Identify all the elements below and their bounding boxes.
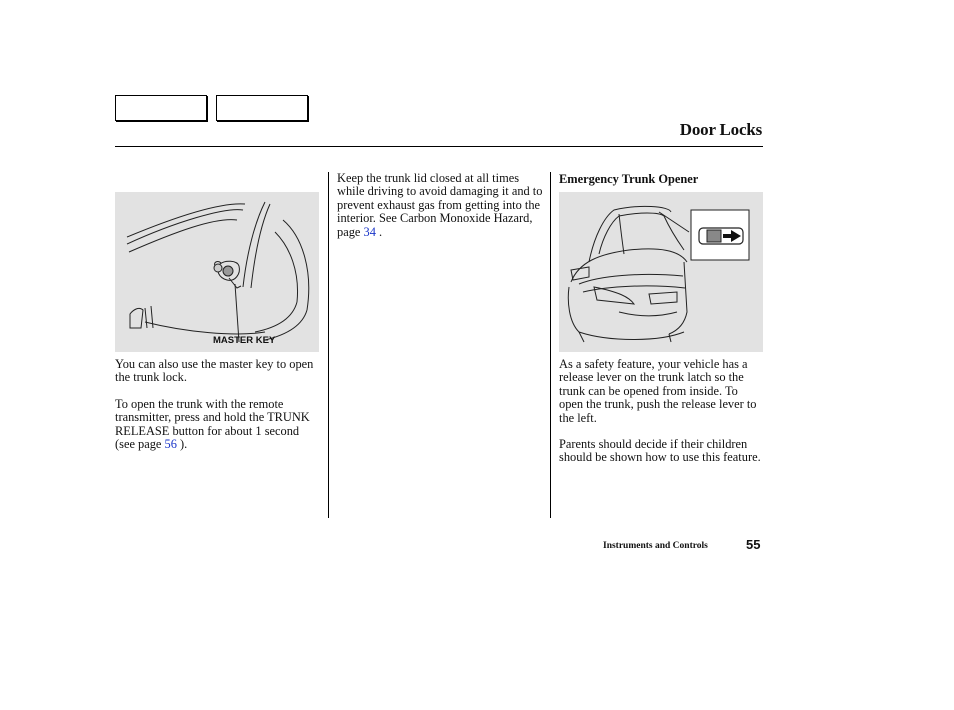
right-column-text [559, 358, 764, 465]
column-divider-1 [328, 172, 329, 518]
release-lever-inset [691, 210, 749, 260]
emergency-trunk-figure [559, 192, 763, 352]
nav-button-1[interactable] [115, 95, 207, 121]
paragraph-remote-transmitter: To open the trunk with the remote transmitter, press and hold the TRUNK RELEASE button for about 1 second (see page 56 ). [115, 396, 310, 452]
header-divider [115, 146, 763, 147]
open-trunk-illustration [559, 192, 763, 352]
page-link-34[interactable]: 34 [363, 224, 376, 239]
paragraph-parents: Parents should decide if their children should be shown how to use this feature. [559, 437, 761, 465]
trunk-lock-illustration [115, 192, 319, 352]
paragraph-master-key: You can also use the master key to open the trunk lock. [115, 357, 314, 385]
master-key-figure [115, 192, 319, 352]
nav-button-2[interactable] [216, 95, 308, 121]
paragraph-safety-feature: As a safety feature, your vehicle has a release lever on the trunk latch so the trunk can be opened from inside. To open the trunk, push the release lever to the left. [559, 357, 757, 425]
paragraph-trunk-lid-warning: Keep the trunk lid closed at all times while driving to avoid damaging it and to prevent exhaust gas from getting into the interior. See Carbon Monoxide Hazard, page 34 . [337, 171, 543, 239]
section-heading: Emergency Trunk Opener [559, 172, 699, 186]
middle-column-text [337, 172, 545, 239]
figure-caption: MASTER KEY [213, 335, 276, 346]
footer-section-label: Instruments and Controls [603, 541, 708, 551]
column-divider-2 [550, 172, 551, 518]
page-number: 55 [746, 537, 761, 552]
page-link-56[interactable]: 56 [164, 437, 177, 452]
page-title: Door Locks [679, 120, 762, 139]
left-column-text [115, 358, 320, 451]
